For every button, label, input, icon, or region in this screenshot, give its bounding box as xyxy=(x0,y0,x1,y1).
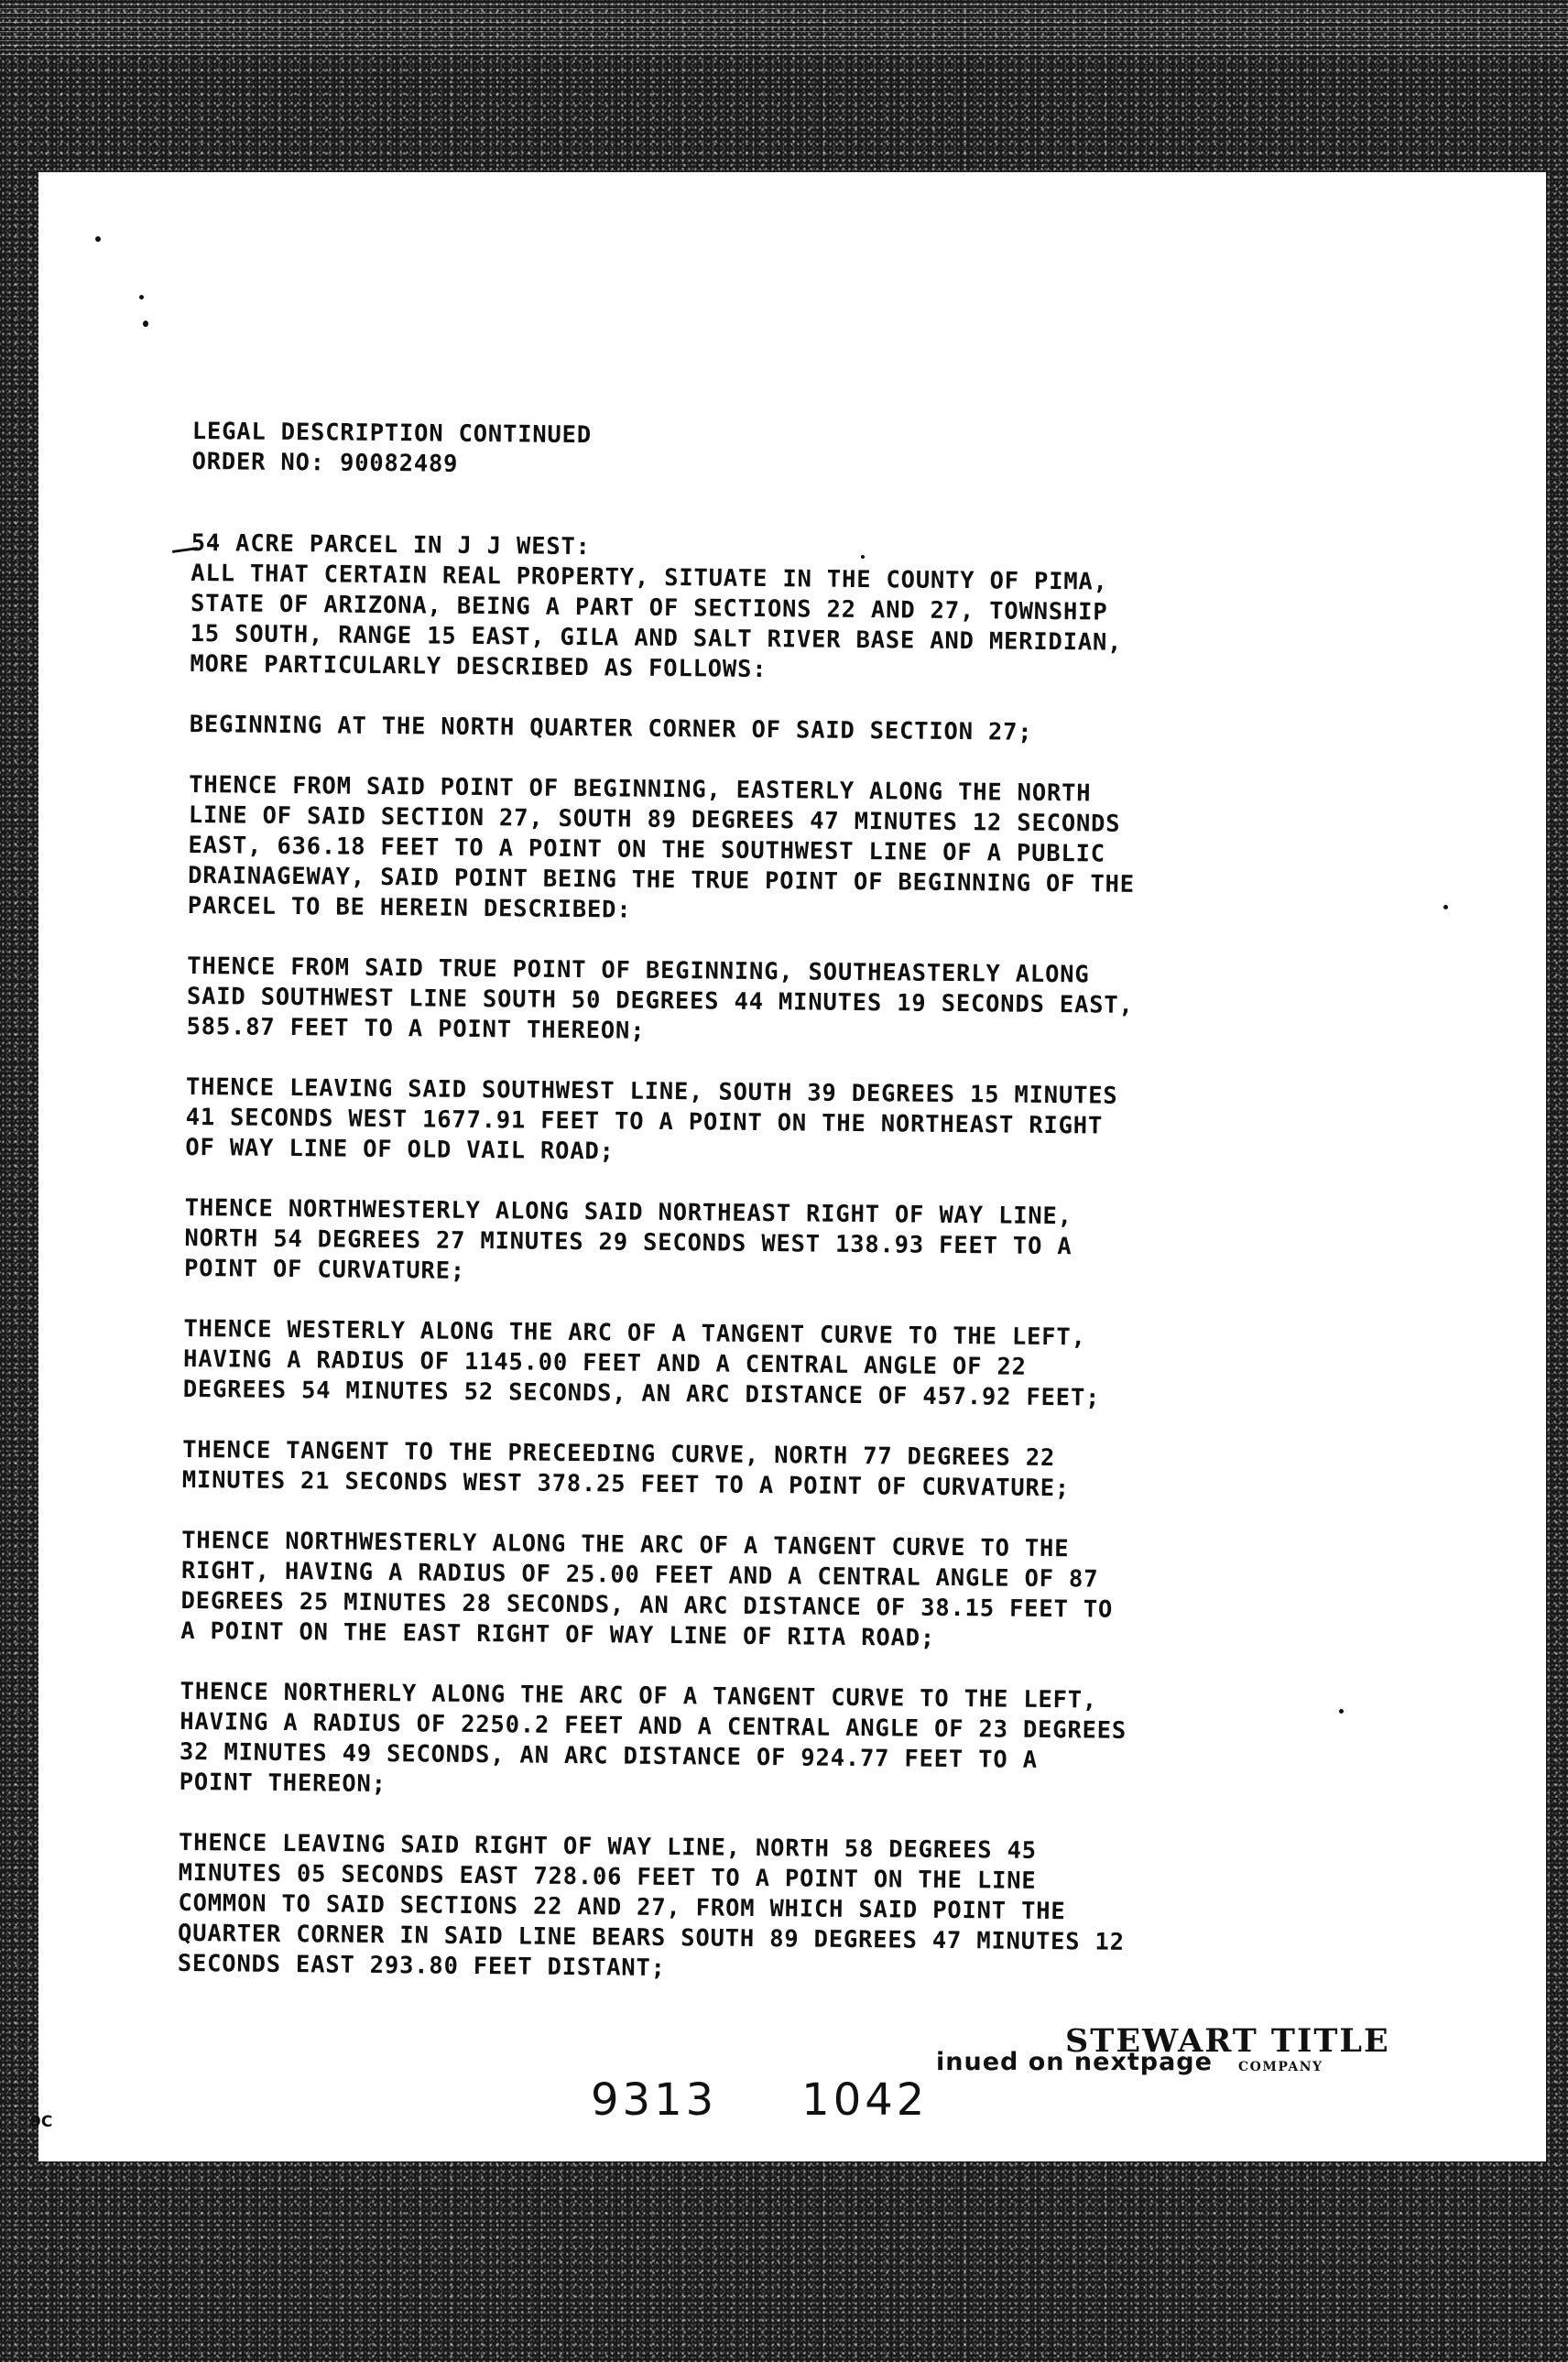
paragraph xyxy=(178,1828,1370,1990)
text-line: LINE OF SAID SECTION 27, SOUTH 89 DEGREES 47 MINUTES 12 SECONDS xyxy=(188,800,1121,838)
paragraph xyxy=(182,1435,1374,1507)
text-line: MINUTES 21 SECONDS WEST 378.25 FEET TO A POINT OF CURVATURE; xyxy=(181,1465,1071,1503)
text-line: DEGREES 54 MINUTES 52 SECONDS, AN ARC DISTANCE OF 457.92 FEET; xyxy=(182,1375,1101,1412)
text-line: HAVING A RADIUS OF 1145.00 FEET AND A CENTRAL ANGLE OF 22 xyxy=(182,1344,1027,1381)
paragraph xyxy=(188,770,1380,932)
paragraph xyxy=(190,559,1381,691)
legal-description-body xyxy=(178,417,1383,1990)
text-line: DRAINAGEWAY, SAID POINT BEING THE TRUE POINT OF BEGINNING OF THE xyxy=(188,861,1136,898)
text-line: MORE PARTICULARLY DESCRIBED AS FOLLOWS: xyxy=(190,649,768,684)
speck xyxy=(139,295,144,299)
document-title: LEGAL DESCRIPTION CONTINUED xyxy=(191,417,593,450)
text-line: STATE OF ARIZONA, BEING A PART OF SECTIONS 22 AND 27, TOWNSHIP xyxy=(190,589,1108,626)
text-line: THENCE NORTHERLY ALONG THE ARC OF A TANGENT CURVE TO THE LEFT, xyxy=(180,1677,1098,1714)
paragraph xyxy=(180,1526,1372,1658)
paragraph xyxy=(185,1072,1377,1174)
speck xyxy=(143,321,148,327)
text-line: THENCE NORTHWESTERLY ALONG SAID NORTHEAST RIGHT OF WAY LINE, xyxy=(184,1193,1073,1231)
text-line: PARCEL TO BE HEREIN DESCRIBED: xyxy=(187,891,632,924)
text-line: THENCE WESTERLY ALONG THE ARC OF A TANGENT CURVE TO THE LEFT, xyxy=(183,1314,1086,1352)
recording-number xyxy=(591,2074,928,2126)
speck xyxy=(1443,905,1448,909)
text-line: THENCE NORTHWESTERLY ALONG THE ARC OF A TANGENT CURVE TO THE xyxy=(181,1526,1070,1563)
corner-mark: 9C xyxy=(30,2113,53,2131)
stamp-company: COMPANY xyxy=(1238,2060,1323,2074)
text-line: POINT OF CURVATURE; xyxy=(183,1254,466,1285)
text-line: HAVING A RADIUS OF 2250.2 FEET AND A CENTRAL ANGLE OF 23 DEGREES xyxy=(180,1707,1127,1745)
text-line: SAID SOUTHWEST LINE SOUTH 50 DEGREES 44 MINUTES 19 SECONDS EAST, xyxy=(186,982,1134,1019)
text-line: COMMON TO SAID SECTIONS 22 AND 27, FROM WHICH SAID POINT THE xyxy=(178,1889,1066,1926)
text-line: THENCE FROM SAID TRUE POINT OF BEGINNING, SOUTHEASTERLY ALONG xyxy=(187,952,1090,989)
text-line: THENCE LEAVING SAID RIGHT OF WAY LINE, NORTH 58 DEGREES 45 xyxy=(178,1828,1037,1865)
recording-page: 1042 xyxy=(801,2074,929,2126)
stewart-title-stamp: STEWART TITLE xyxy=(1065,2022,1390,2060)
text-line: 32 MINUTES 49 SECONDS, AN ARC DISTANCE OF 924.77 FEET TO A xyxy=(179,1737,1038,1774)
text-line: 15 SOUTH, RANGE 15 EAST, GILA AND SALT RIVER BASE AND MERIDIAN, xyxy=(190,619,1123,657)
paragraph xyxy=(180,1677,1371,1809)
text-line: THENCE FROM SAID POINT OF BEGINNING, EASTERLY ALONG THE NORTH xyxy=(188,770,1092,808)
paragraph xyxy=(190,710,1380,751)
paragraph xyxy=(183,1314,1375,1416)
paragraph xyxy=(184,1193,1376,1295)
text-line: OF WAY LINE OF OLD VAIL ROAD; xyxy=(185,1133,615,1166)
text-line: THENCE TANGENT TO THE PRECEEDING CURVE, NORTH 77 DEGREES 22 xyxy=(182,1435,1056,1473)
text-line: 585.87 FEET TO A POINT THEREON; xyxy=(186,1012,646,1045)
parcel-heading: 54 ACRE PARCEL IN J J WEST: xyxy=(191,528,591,561)
text-line: QUARTER CORNER IN SAID LINE BEARS SOUTH 89 DEGREES 47 MINUTES 12 xyxy=(177,1919,1125,1956)
speck xyxy=(95,236,101,242)
text-line: BEGINNING AT THE NORTH QUARTER CORNER OF SAID SECTION 27; xyxy=(189,710,1033,746)
scan-top-band xyxy=(0,0,1568,55)
text-line: EAST, 636.18 FEET TO A POINT ON THE SOUTHWEST LINE OF A PUBLIC xyxy=(188,831,1106,868)
text-line: NORTH 54 DEGREES 27 MINUTES 29 SECONDS WEST 138.93 FEET TO A xyxy=(184,1224,1073,1261)
text-line: RIGHT, HAVING A RADIUS OF 25.00 FEET AND A CENTRAL ANGLE OF 87 xyxy=(180,1556,1099,1594)
text-line: A POINT ON THE EAST RIGHT OF WAY LINE OF RITA ROAD; xyxy=(180,1616,936,1652)
text-line: THENCE LEAVING SAID SOUTHWEST LINE, SOUTH 39 DEGREES 15 MINUTES xyxy=(185,1072,1118,1110)
recording-book: 9313 xyxy=(591,2074,718,2126)
text-line: SECONDS EAST 293.80 FEET DISTANT; xyxy=(177,1949,666,1983)
paragraph xyxy=(186,952,1377,1053)
text-line: POINT THEREON; xyxy=(179,1768,387,1799)
text-line: ALL THAT CERTAIN REAL PROPERTY, SITUATE IN THE COUNTY OF PIMA, xyxy=(191,559,1108,596)
text-line: MINUTES 05 SECONDS EAST 728.06 FEET TO A POINT ON THE LINE xyxy=(178,1858,1037,1895)
text-line: 41 SECONDS WEST 1677.91 FEET TO A POINT ON THE NORTHEAST RIGHT xyxy=(185,1103,1104,1140)
continued-note: inued on nextpage xyxy=(936,2048,1213,2076)
order-number: ORDER NO: 90082489 xyxy=(191,447,459,478)
text-line: DEGREES 25 MINUTES 28 SECONDS, AN ARC DISTANCE OF 38.15 FEET TO xyxy=(180,1586,1114,1624)
